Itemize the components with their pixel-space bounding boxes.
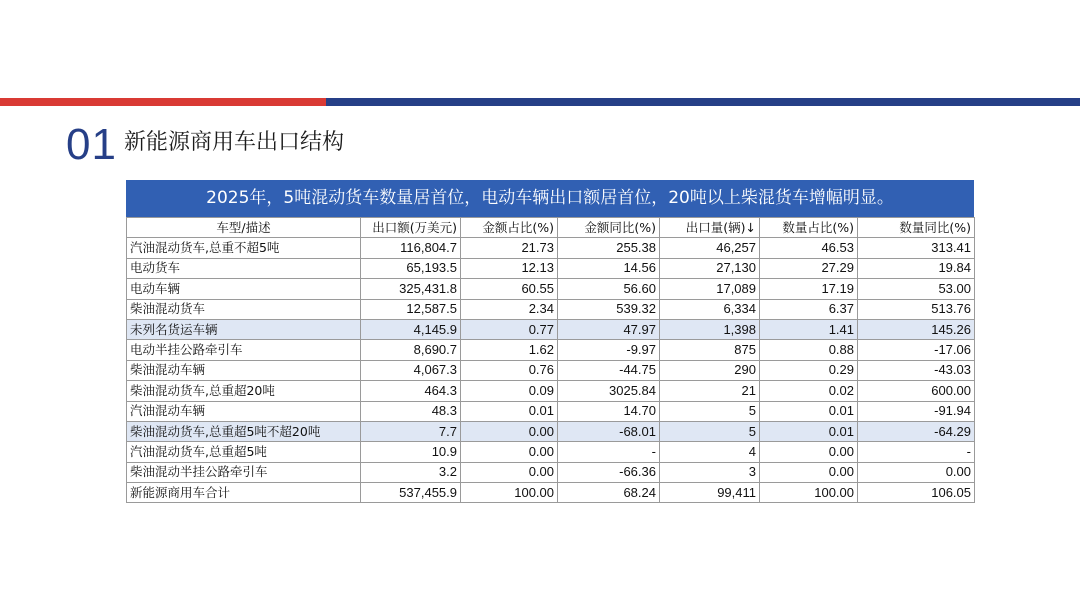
row-label-cell: 柴油混动货车 [127,299,361,319]
table-row [127,462,975,482]
table-row [127,421,975,441]
value-cell: 255.38 [558,238,660,258]
value-cell: 8,690.7 [361,340,461,360]
column-header: 数量同比(%) [858,218,975,238]
value-cell: - [858,442,975,462]
value-cell: -43.03 [858,360,975,380]
export-structure-table-panel [126,180,974,503]
section-title: 新能源商用车出口结构 [124,130,345,155]
value-cell: 290 [660,360,760,380]
table-row [127,483,975,503]
table-row [127,340,975,360]
table-body [127,238,975,503]
value-cell: 3025.84 [558,381,660,401]
table-row [127,442,975,462]
value-cell: 1.41 [760,319,858,339]
value-cell: 100.00 [760,483,858,503]
value-cell: 145.26 [858,319,975,339]
table-row [127,360,975,380]
accent-stripe-red [0,98,326,106]
value-cell: 17,089 [660,279,760,299]
value-cell: 0.88 [760,340,858,360]
value-cell: 0.00 [461,442,558,462]
value-cell: -68.01 [558,421,660,441]
value-cell: 0.02 [760,381,858,401]
row-label-cell: 电动车辆 [127,279,361,299]
value-cell: -66.36 [558,462,660,482]
value-cell: -44.75 [558,360,660,380]
column-header: 数量占比(%) [760,218,858,238]
column-header: 车型/描述 [127,218,361,238]
row-label-cell: 电动货车 [127,258,361,278]
value-cell: 537,455.9 [361,483,461,503]
value-cell: - [558,442,660,462]
value-cell: 27.29 [760,258,858,278]
table-row [127,279,975,299]
value-cell: 0.09 [461,381,558,401]
row-label-cell: 柴油混动货车,总重超5吨不超20吨 [127,421,361,441]
value-cell: 27,130 [660,258,760,278]
value-cell: 6,334 [660,299,760,319]
value-cell: 5 [660,401,760,421]
table-header-row [127,218,975,238]
value-cell: 0.00 [760,442,858,462]
value-cell: 14.56 [558,258,660,278]
table-row [127,401,975,421]
table-banner: 2025年，5吨混动货车数量居首位，电动车辆出口额居首位，20吨以上柴混货车增幅明显。 [126,180,974,217]
row-label-cell: 柴油混动货车,总重超20吨 [127,381,361,401]
value-cell: 4,145.9 [361,319,461,339]
value-cell: 46,257 [660,238,760,258]
value-cell: 0.00 [461,462,558,482]
value-cell: 7.7 [361,421,461,441]
value-cell: 46.53 [760,238,858,258]
column-header: 金额占比(%) [461,218,558,238]
row-label-cell: 电动半挂公路牵引车 [127,340,361,360]
value-cell: 539.32 [558,299,660,319]
table-row [127,258,975,278]
value-cell: 21.73 [461,238,558,258]
value-cell: 0.01 [760,421,858,441]
value-cell: 0.29 [760,360,858,380]
section-number: 01 [66,120,117,169]
value-cell: 0.77 [461,319,558,339]
value-cell: 600.00 [858,381,975,401]
value-cell: 116,804.7 [361,238,461,258]
value-cell: 12,587.5 [361,299,461,319]
value-cell: 5 [660,421,760,441]
value-cell: 0.76 [461,360,558,380]
row-label-cell: 未列名货运车辆 [127,319,361,339]
table-row [127,238,975,258]
value-cell: 56.60 [558,279,660,299]
value-cell: 106.05 [858,483,975,503]
value-cell: 1.62 [461,340,558,360]
table-row [127,381,975,401]
value-cell: 325,431.8 [361,279,461,299]
value-cell: 0.00 [461,421,558,441]
table-row [127,299,975,319]
value-cell: 21 [660,381,760,401]
export-structure-table [126,217,975,503]
row-label-cell: 新能源商用车合计 [127,483,361,503]
row-label-cell: 汽油混动车辆 [127,401,361,421]
accent-stripe-blue [326,98,1080,106]
value-cell: 875 [660,340,760,360]
value-cell: 68.24 [558,483,660,503]
column-header: 金额同比(%) [558,218,660,238]
value-cell: -64.29 [858,421,975,441]
value-cell: -9.97 [558,340,660,360]
value-cell: -17.06 [858,340,975,360]
value-cell: 99,411 [660,483,760,503]
value-cell: 0.01 [760,401,858,421]
value-cell: 4,067.3 [361,360,461,380]
value-cell: 4 [660,442,760,462]
value-cell: 14.70 [558,401,660,421]
value-cell: 17.19 [760,279,858,299]
table-row [127,319,975,339]
value-cell: 100.00 [461,483,558,503]
value-cell: 0.00 [760,462,858,482]
value-cell: 0.00 [858,462,975,482]
value-cell: 513.76 [858,299,975,319]
value-cell: 3 [660,462,760,482]
value-cell: 60.55 [461,279,558,299]
value-cell: 19.84 [858,258,975,278]
column-header: 出口量(辆)↓ [660,218,760,238]
value-cell: 53.00 [858,279,975,299]
value-cell: 65,193.5 [361,258,461,278]
value-cell: 3.2 [361,462,461,482]
row-label-cell: 汽油混动货车,总重不超5吨 [127,238,361,258]
value-cell: 6.37 [760,299,858,319]
value-cell: 2.34 [461,299,558,319]
row-label-cell: 汽油混动货车,总重超5吨 [127,442,361,462]
value-cell: 1,398 [660,319,760,339]
value-cell: 12.13 [461,258,558,278]
value-cell: 313.41 [858,238,975,258]
row-label-cell: 柴油混动半挂公路牵引车 [127,462,361,482]
value-cell: 464.3 [361,381,461,401]
column-header: 出口额(万美元) [361,218,461,238]
value-cell: 48.3 [361,401,461,421]
value-cell: -91.94 [858,401,975,421]
value-cell: 47.97 [558,319,660,339]
value-cell: 0.01 [461,401,558,421]
value-cell: 10.9 [361,442,461,462]
row-label-cell: 柴油混动车辆 [127,360,361,380]
